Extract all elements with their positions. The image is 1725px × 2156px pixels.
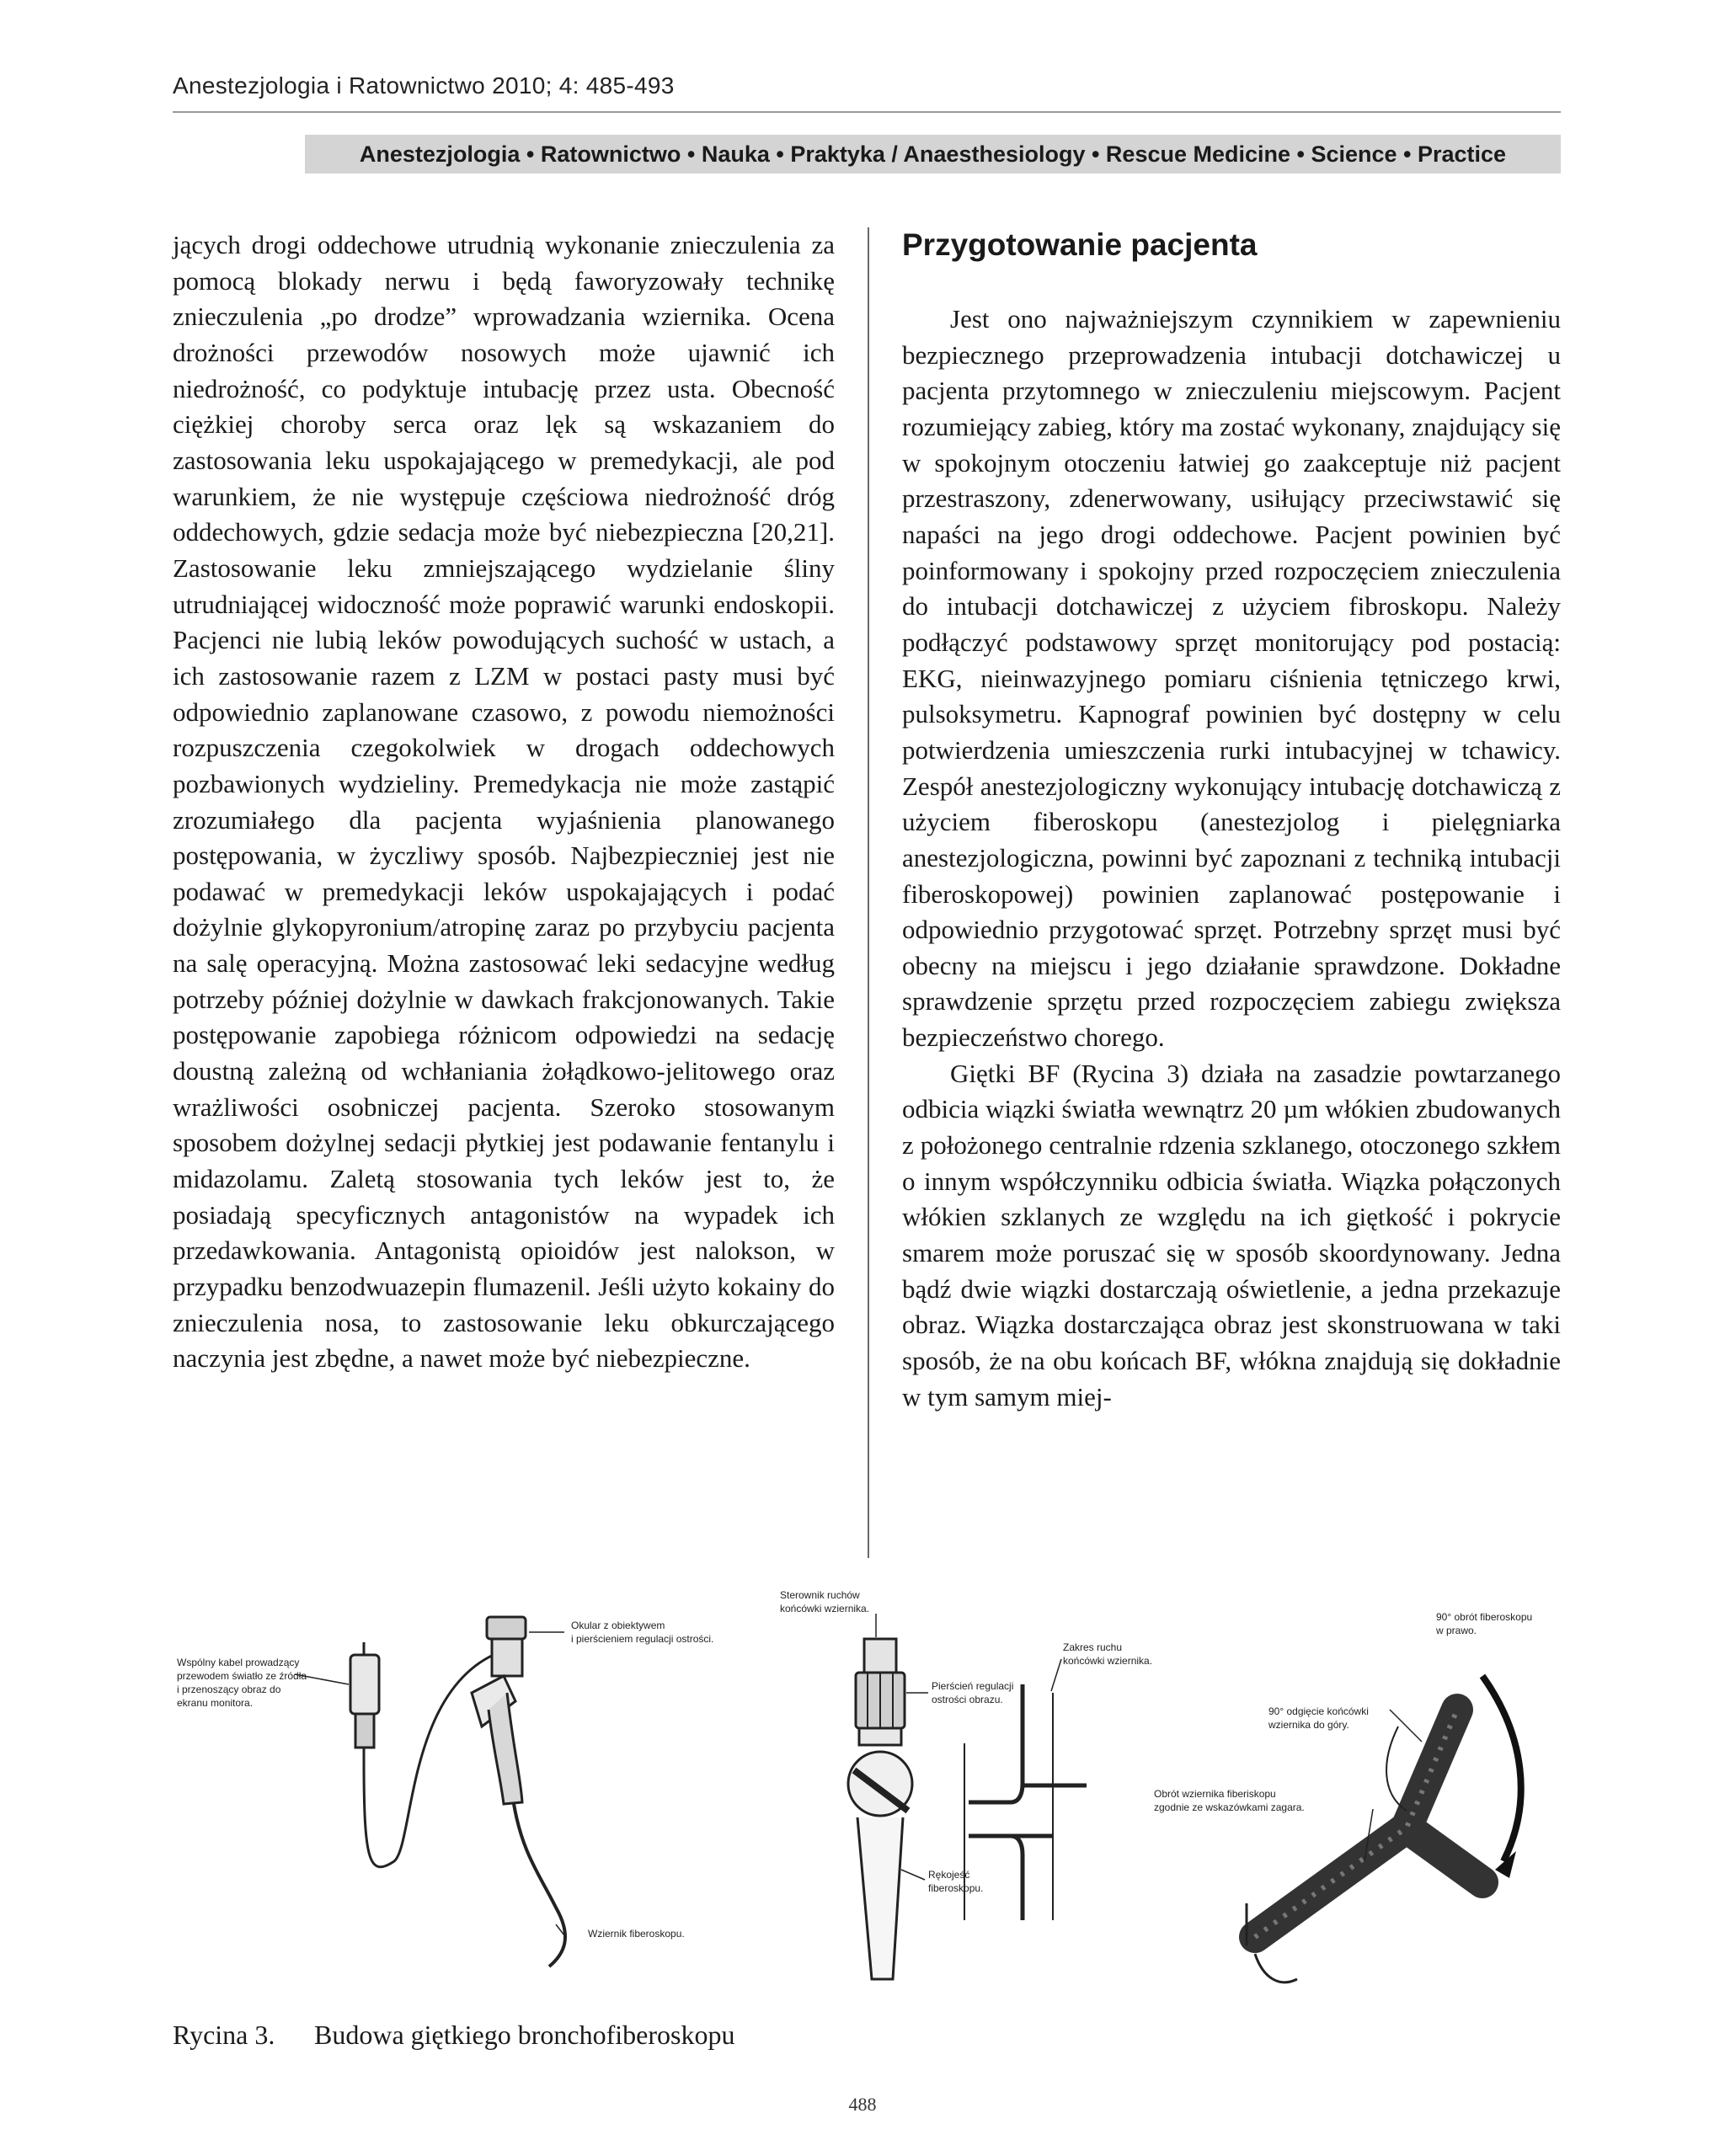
page-number: 488 (848, 2094, 877, 2115)
range-label-line-2: końcówki wziernika. (1063, 1655, 1153, 1667)
header-rule (173, 111, 1561, 113)
control-label-line-2: końcówki wziernika. (780, 1603, 870, 1614)
cable-label-line-2: przewodem światło ze źródła (177, 1670, 307, 1682)
cable-label-line-4: ekranu monitora. (177, 1697, 254, 1709)
eyepiece-label-line-2: i pierścieniem regulacji ostrości. (571, 1633, 714, 1645)
handle-label-line-1: Rękojeść (928, 1869, 970, 1881)
tip-up-label-line-2: wziernika do góry. (1268, 1719, 1349, 1731)
cable-label-line-3: i przenoszący obraz do (177, 1684, 281, 1695)
clockwise-label-line-1: Obrót wziernika fiberiskopu (1154, 1788, 1276, 1800)
body-paragraph: Jest ono najważniejszym czynnikiem w zapewnieniu bezpiecznego przeprowadzenia intubacji dotchawiczej u pacjenta przytomnego w znieczuleniu miejscowym. Pacjent rozumiejący zabieg, który ma zostać wykonany, znajdujący się w spokojnym otoczeniu łatwiej go zaakceptuje niż pacjent przestraszony, zdenerwowany, usiłujący przeciwstawić się napaści na jego drogi oddechowe. Pacjent powinien być poinformowany i spokojny przed rozpoczęciem znieczulenia do intubacji dotchawiczej z użyciem fibroskopu. Należy podłączyć podstawowy sprzęt monitorujący pod postacią: EKG, nieinwazyjnego pomiaru ciśnienia tętniczego krwi, pulsoksymetru. Kapnograf powinien być dostępny w celu potwierdzenia umieszczenia rurki intubacyjnej w tchawicy. Zespół anestezjologiczny wykonujący intubację dotchawiczą z użyciem fiberoskopu (anestezjolog i pielęgniarka anestezjologiczna, powinni być zapoznani z techniką intubacji fiberoskopowej) powinien zaplanować postępowanie i odpowiednio przygotować sprzęt. Potrzebny sprzęt musi być obecny na miejscu i jego działanie sprawdzone. Dokładne sprawdzenie sprzętu przed rozpoczęciem zabiegu zwiększa bezpieczeństwo chorego. (902, 304, 1561, 1053)
body-paragraph: jących drogi oddechowe utrudnią wykonanie znieczulenia za pomocą blokady nerwu i będą faworyzowały technikę znieczulenia „po drodze” wprowadzania wziernika. Ocena drożności przewodów nosowych może ujawnić ich niedrożność, co podyktuje intubację przez usta. Obecność ciężkiej choroby serca oraz lęk są wskazaniem do zastosowania leku uspokajającego w premedykacji, ale pod warunkiem, że nie występuje częściowa niedrożność dróg oddechowych, gdzie sedacja może być niebezpieczna [20,21]. Zastosowanie leku zmniejszającego wydzielanie śliny utrudniającej widoczność może poprawić warunki endoskopii. Pacjenci nie lubią leków powodujących suchość w ustach, a ich zastosowanie razem z LZM w postaci pasty musi być odpowiednio zaplanowane czasowo, z powodu niemożności rozpuszczenia czegokolwiek w drogach oddechowych pozbawionych wydzieliny. Premedykacja nie może zastąpić zrozumiałego dla pacjenta wyjaśnienia planowanego postępowania, w życzliwy sposób. Najbezpieczniej jest nie podawać w premedykacji leków uspokajających i podać dożylnie glykopyronium/atropinę zaraz po przybyciu pacjenta na salę operacyjną. Można zastosować leki sedacyjne według potrzeby później dożylnie w dawkach frakcjonowanych. Takie postępowanie zapobiega różnicom odpowiedzi na sedację doustną zależną od wchłaniania żołądkowo-jelitowego oraz wrażliwości osobniczej pacjenta. Szeroko stosowanym sposobem dożylnej sedacji płytkiej jest podawanie fentanylu i midazolamu. Zaletą stosowania tych leków jest to, że posiadają specyficznych antagonistów na wypadek ich przedawkowania. Antagonistą opioidów jest nalokson, w przypadku benzodwuazepin flumazenil. Jeśli użyto kokainy do znieczulenia nosa, to zastosowanie leku obkurczającego naczynia jest zbędne, a nawet może być niebezpieczne. (173, 230, 835, 1374)
section-heading: Przygotowanie pacjenta (902, 227, 1258, 262)
range-label-line-1: Zakres ruchu (1063, 1641, 1123, 1653)
caption-number: Rycina 3. (173, 2020, 275, 2050)
caption-text: Budowa giętkiego bronchofiberoskopu (314, 2020, 735, 2050)
rotation-right-label-line-2: w prawo. (1436, 1625, 1477, 1636)
scope-label: Wziernik fiberoskopu. (588, 1928, 685, 1940)
cable-label-line-1: Wspólny kabel prowadzący (177, 1657, 300, 1668)
column-divider (868, 227, 869, 1558)
journal-banner: Anestezjologia • Ratownictwo • Nauka • Praktyka / Anaesthesiology • Rescue Medicine • Science • Practice (305, 135, 1561, 173)
overview-labels (177, 1620, 713, 1940)
focus-label-line-2: ostrości obrazu. (932, 1694, 1003, 1705)
figure-caption (173, 2020, 734, 2051)
control-label-line-1: Sterownik ruchów (780, 1589, 860, 1601)
focus-label-line-1: Pierścień regulacji (932, 1680, 1014, 1692)
eyepiece-label-line-1: Okular z obiektywem (571, 1620, 665, 1631)
handle-labels (780, 1589, 1152, 1894)
rotation-right-label-line-1: 90° obrót fiberoskopu (1436, 1611, 1533, 1623)
rotation-labels (1154, 1611, 1532, 1861)
clockwise-label-line-2: zgodnie ze wskazówkami zagara. (1154, 1801, 1305, 1813)
handle-label-line-2: fiberoskopu. (928, 1882, 984, 1894)
tip-up-label-line-1: 90° odgięcie końcówki (1268, 1705, 1369, 1717)
right-column (902, 302, 1561, 1415)
journal-reference: Anestezjologia i Ratownictwo 2010; 4: 485-493 (173, 72, 675, 99)
bronchofiberscope-figure (168, 1583, 1567, 2004)
body-paragraph: Giętki BF (Rycina 3) działa na zasadzie powtarzanego odbicia wiązki światła wewnątrz 20 µm włókien zbudowanych z położonego centralnie rdzenia szklanego, otoczonego szkłem o innym współczynniku odbicia światła. Wiązka połączonych włókien szklanych ze względu na ich giętkość i pokrycie smarem może poruszać się w sposób skoordynowany. Jedna bądź dwie wiązki dostarczają oświetlenie, a jedna przekazuje obraz. Wiązka dostarczająca obraz jest skonstruowana w taki sposób, że na obu końcach BF, włókna znajdują się dokładnie w tym samym miej- (902, 1058, 1561, 1412)
fiberscope-overview-illustration (350, 1617, 565, 1967)
left-column (173, 227, 835, 1377)
